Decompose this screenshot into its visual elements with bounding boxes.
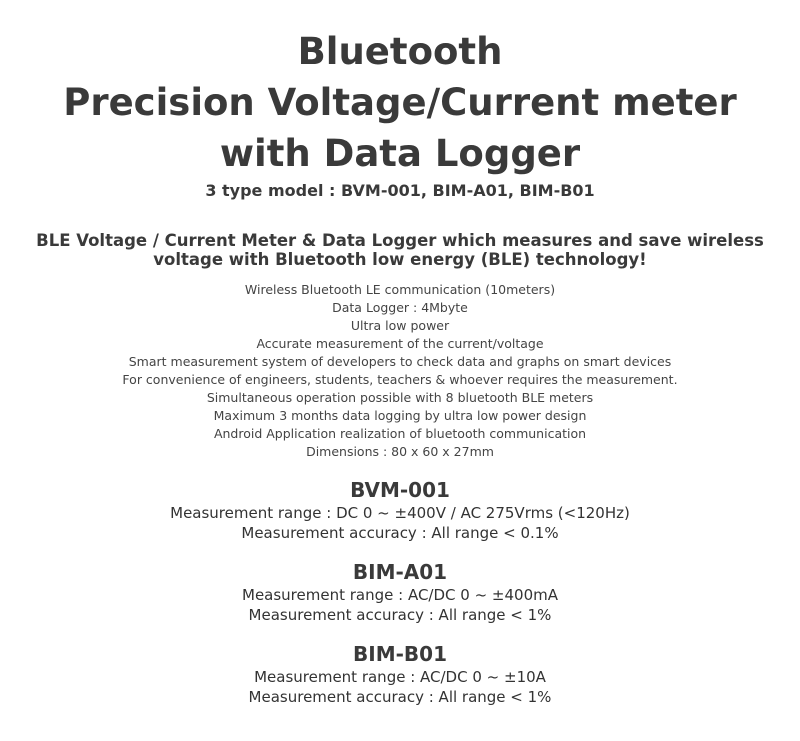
measurement-accuracy: Measurement accuracy : All range < 0.1%: [241, 524, 559, 542]
feature-item: Accurate measurement of the current/voltage: [256, 336, 544, 351]
feature-item: For convenience of engineers, students, teachers & whoever requires the measurement.: [122, 372, 678, 387]
tagline-line-1: BLE Voltage / Current Meter & Data Logger which measures and save wireless: [36, 231, 764, 250]
feature-item: Android Application realization of bluetooth communication: [213, 426, 587, 441]
model-types-subtitle: 3 type model : BVM-001, BIM-A01, BIM-B01: [205, 181, 595, 200]
measurement-accuracy: Measurement accuracy : All range < 1%: [248, 606, 552, 624]
measurement-range: Measurement range : AC/DC 0 ~ ±10A: [254, 668, 546, 686]
page-title: [0, 0, 800, 179]
feature-item: Dimensions : 80 x 60 x 27mm: [306, 444, 494, 459]
measurement-range: Measurement range : DC 0 ~ ±400V / AC 275Vrms (<120Hz): [170, 504, 630, 522]
feature-item: Wireless Bluetooth LE communication (10meters): [244, 282, 556, 297]
title-line-3: with Data Logger: [219, 132, 581, 175]
model-name: BIM-B01: [353, 642, 447, 666]
feature-item: Simultaneous operation possible with 8 bluetooth BLE meters: [206, 390, 594, 405]
feature-item: Data Logger : 4Mbyte: [332, 300, 468, 315]
feature-item: Smart measurement system of developers to check data and graphs on smart devices: [128, 354, 672, 369]
model-name: BVM-001: [350, 478, 450, 502]
model-name: BIM-A01: [352, 560, 448, 584]
product-tagline: [30, 231, 770, 269]
model-section-bvm-001: [0, 477, 800, 543]
title-line-2: Precision Voltage/Current meter: [63, 81, 737, 124]
tagline-line-2: voltage with Bluetooth low energy (BLE) technology!: [153, 250, 647, 269]
model-section-bim-a01: [0, 559, 800, 625]
model-section-bim-b01: [0, 641, 800, 707]
title-line-1: Bluetooth: [297, 30, 503, 73]
measurement-range: Measurement range : AC/DC 0 ~ ±400mA: [242, 586, 558, 604]
feature-item: Ultra low power: [350, 318, 450, 333]
measurement-accuracy: Measurement accuracy : All range < 1%: [248, 688, 552, 706]
feature-list: [0, 281, 800, 461]
feature-item: Maximum 3 months data logging by ultra low power design: [213, 408, 587, 423]
